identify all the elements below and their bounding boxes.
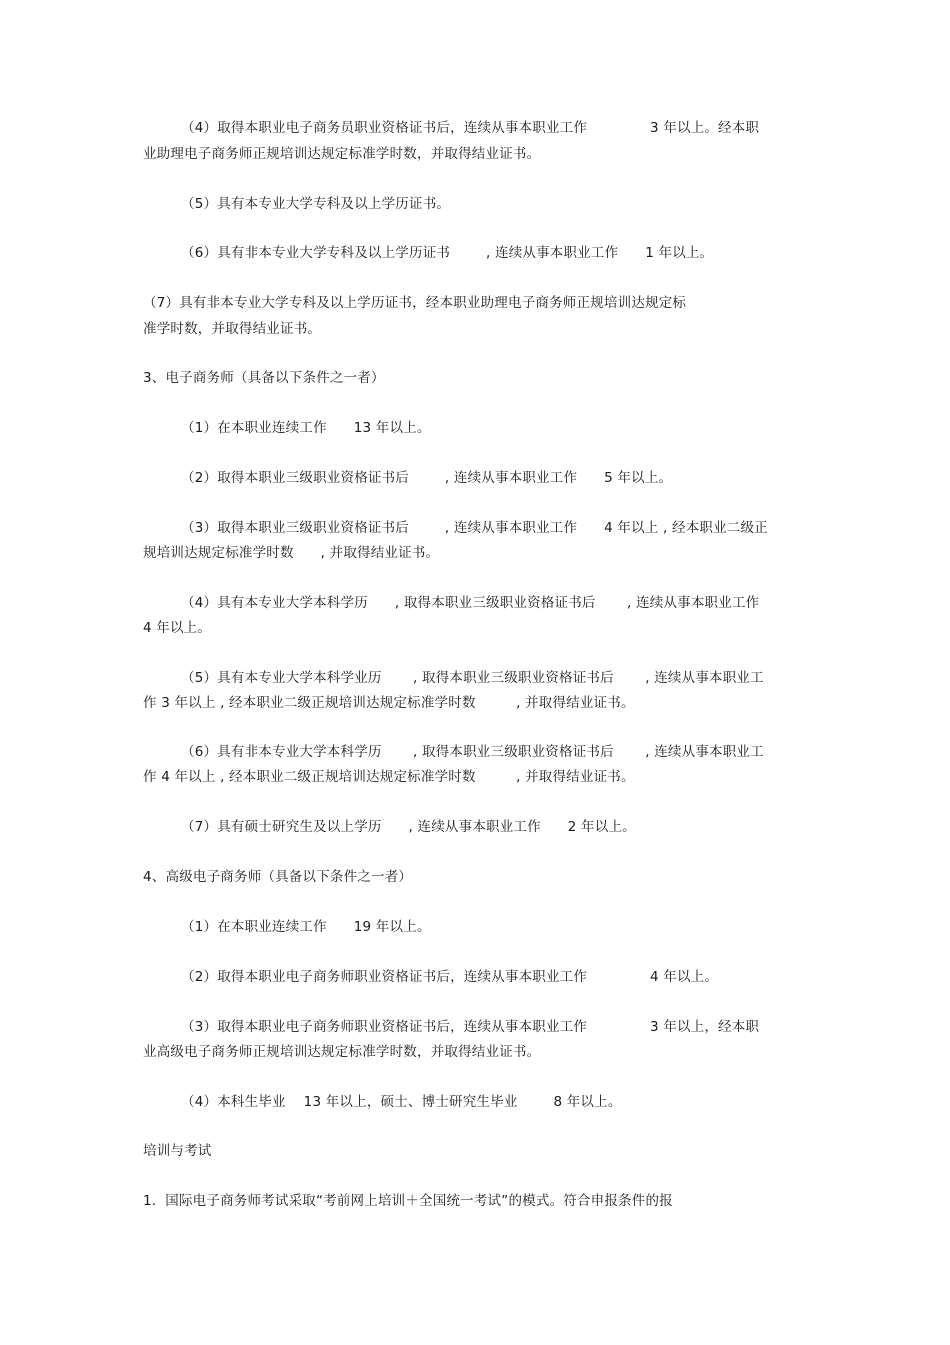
section-heading-3: 3、电子商务师（具备以下条件之一者） bbox=[143, 370, 385, 386]
text-line-4-2: 业助理电子商务师正规培训达规定标准学时数，并取得结业证书。 bbox=[143, 146, 541, 162]
text-line-3-4a: （4）具有本专业大学本科学历 , 取得本职业三级职业资格证书后 , 连续从事本职业工作 bbox=[181, 595, 760, 611]
text-line-3-5a: （5）具有本专业大学本科学业历 , 取得本职业三级职业资格证书后 , 连续从事本职业工 bbox=[181, 670, 764, 686]
text-line-training-1: 1. 国际电子商务师考试采取“考前网上培训＋全国统一考试”的模式。符合申报条件的报 bbox=[143, 1193, 673, 1209]
text-line-4a-3b: 业高级电子商务师正规培训达规定标准学时数，并取得结业证书。 bbox=[143, 1044, 541, 1060]
text-line-4a-2: （2）取得本职业电子商务师职业资格证书后，连续从事本职业工作 4 年以上。 bbox=[181, 969, 719, 985]
text-line-4-1: （4）取得本职业电子商务员职业资格证书后，连续从事本职业工作 3 年以上。经本职 bbox=[181, 120, 760, 136]
text-line-3-2: （2）取得本职业三级职业资格证书后 , 连续从事本职业工作 5 年以上。 bbox=[181, 470, 673, 486]
text-line-4a-3a: （3）取得本职业电子商务师职业资格证书后，连续从事本职业工作 3 年以上，经本职 bbox=[181, 1019, 760, 1035]
text-line-4a-4: （4）本科生毕业 13 年以上，硕士、博士研究生毕业 8 年以上。 bbox=[181, 1094, 622, 1110]
section-heading-4: 4、高级电子商务师（具备以下条件之一者） bbox=[143, 869, 413, 885]
text-line-3-6a: （6）具有非本专业大学本科学历 , 取得本职业三级职业资格证书后 , 连续从事本职业工 bbox=[181, 744, 764, 760]
text-line-4a-1: （1）在本职业连续工作 19 年以上。 bbox=[181, 919, 431, 935]
text-line-3-5b: 作 3 年以上 , 经本职业二级正规培训达规定标准学时数 , 并取得结业证书。 bbox=[143, 695, 635, 711]
text-line-3-1: （1）在本职业连续工作 13 年以上。 bbox=[181, 420, 431, 436]
text-line-6: （6）具有非本专业大学专科及以上学历证书 , 连续从事本职业工作 1 年以上。 bbox=[181, 245, 714, 261]
text-line-3-4b: 4 年以上。 bbox=[143, 620, 212, 636]
text-line-5: （5）具有本专业大学专科及以上学历证书。 bbox=[181, 196, 451, 212]
text-line-3-7: （7）具有硕士研究生及以上学历 , 连续从事本职业工作 2 年以上。 bbox=[181, 819, 636, 835]
text-line-3-3b: 规培训达规定标准学时数 , 并取得结业证书。 bbox=[143, 545, 440, 561]
section-heading-training: 培训与考试 bbox=[143, 1143, 212, 1159]
text-line-7-2: 准学时数，并取得结业证书。 bbox=[143, 321, 322, 337]
text-line-3-3a: （3）取得本职业三级职业资格证书后 , 连续从事本职业工作 4 年以上 , 经本职业二级正 bbox=[181, 520, 768, 536]
text-line-3-6b: 作 4 年以上 , 经本职业二级正规培训达规定标准学时数 , 并取得结业证书。 bbox=[143, 769, 635, 785]
text-line-7-1: （7）具有非本专业大学专科及以上学历证书，经本职业助理电子商务师正规培训达规定标 bbox=[143, 295, 687, 311]
